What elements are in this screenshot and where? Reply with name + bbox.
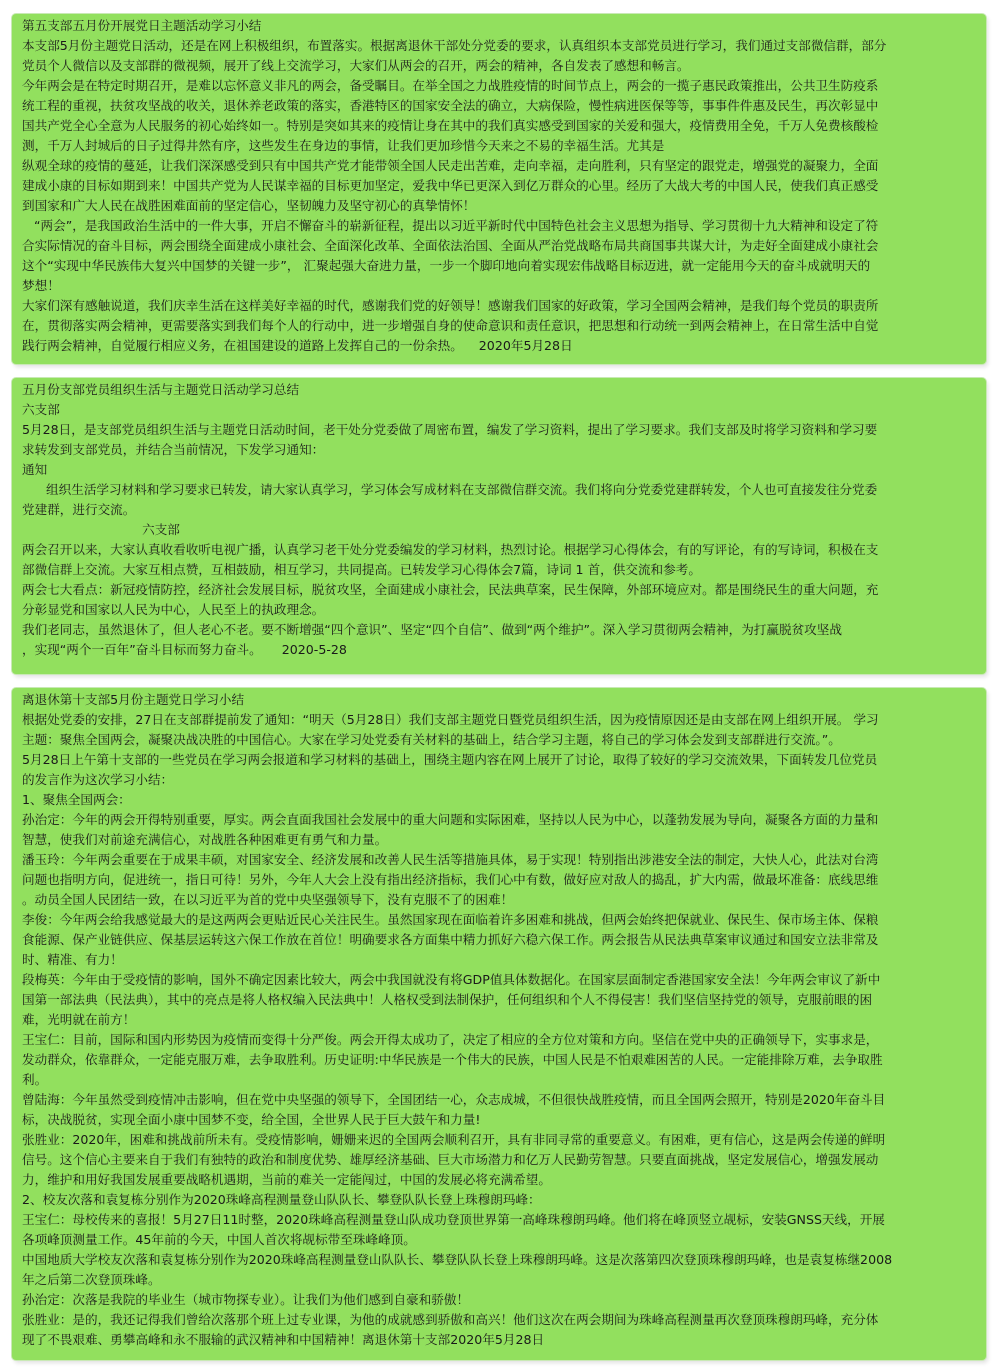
post-text-line: 发动群众，依靠群众，一定能克服万难，去争取胜利。历史证明:中华民族是一个伟大的民族，中国人民是不怕艰难困苦的人民。一定能排除万难，去争取胜 <box>22 1052 883 1067</box>
post-text-line: 张胜业：2020年，困难和挑战前所未有。受疫情影响，姗姗来迟的全国两会顺利召开，具有非同寻常的重要意义。有困难，更有信心，这是两会传递的鲜明 <box>22 1132 886 1147</box>
post-text-line: 时、精准、有力！ <box>22 952 123 967</box>
post-text-line: 王宝仁：母校传来的喜报！5月27日11时整，2020珠峰高程测量登山队成功登顶世界第一高峰珠穆朗玛峰。他们将在峰顶竖立觇标，安装GNSS天线，开展 <box>22 1212 885 1227</box>
post-text-line: 这个“实现中华民族伟大复兴中国梦的关键一步”， 汇聚起强大奋进力量，一步一个脚印地向着实现宏伟战略目标迈进，就一定能用今天的奋斗成就明天的 <box>22 258 871 273</box>
post-text-line: 两会召开以来，大家认真收看收听电视广播，认真学习老干处分党委编发的学习材料，热烈讨论。根据学习心得体会，有的写评论，有的写诗词，积极在支 <box>22 542 879 557</box>
post-text-line: 根据处党委的安排，27日在支部群提前发了通知：“明天（5月28日）我们支部主题党日暨党员组织生活，因为疫情原因还是由支部在网上组织开展。 学习 <box>22 712 879 727</box>
post-text-line: 。动员全国人民团结一致，在以习近平为首的党中央坚强领导下，没有克服不了的困难！ <box>22 892 514 907</box>
post-text-line: 测，千万人封城后的日子过得井然有序，这些发生在身边的事情，让我们更加珍惜今天来之不易的幸福生活。尤其是 <box>22 138 665 153</box>
post-title: 第五支部五月份开展党日主题活动学习小结 <box>22 18 262 33</box>
post-text-line: 到国家和广大人民在战胜困难面前的坚定信心，坚韧魄力及坚守初心的真挚情怀！ <box>22 198 476 213</box>
post-text-line: 纵观全球的疫情的蔓延，让我们深深感受到只有中国共产党才能带领全国人民走出苦难，走向幸福，走向胜利，只有坚定的跟党走，增强党的凝聚力，全面 <box>22 158 879 173</box>
post-text-line: 国共产党全心全意为人民服务的初心始终如一。特别是突如其来的疫情让身在其中的我们真实感受到国家的关爱和强大，疫情费用全免，千万人免费核酸检 <box>22 118 879 133</box>
post-text-line: 求转发到支部党员，并结合当前情况，下发学习通知： <box>22 442 325 457</box>
post-text-line: 分彰显党和国家以人民为中心，人民至上的执政理念。 <box>22 602 325 617</box>
post-text-line: 智慧，使我们对前途充满信心，对战胜各种困难更有勇气和力量。 <box>22 832 388 847</box>
post-text-line: 中国地质大学校友次落和袁复栋分别作为2020珠峰高程测量登山队队长、攀登队队长登上珠穆朗玛峰。这是次落第四次登顶珠穆朗玛峰，也是袁复栋继2008 <box>22 1252 893 1267</box>
post-title: 五月份支部党员组织生活与主题党日活动学习总结 <box>22 382 300 397</box>
post-text-line: 国第一部法典（民法典），其中的亮点是将人格权编入民法典中！人格权受到法制保护，任何组织和个人不得侵害！我们坚信坚持党的领导，克服前眼的困 <box>22 992 873 1007</box>
post-text-line: 张胜业：是的，我还记得我们曾给次落那个班上过专业课，为他的成就感到骄傲和高兴！他们这次在两会期间为珠峰高程测量再次登顶珠穆朗玛峰，充分体 <box>22 1312 879 1327</box>
post-text-line: 大家们深有感触说道，我们庆幸生活在这样美好幸福的时代，感谢我们党的好领导！感谢我们国家的好政策，学习全国两会精神，是我们每个党员的职责所 <box>22 298 879 313</box>
post-text-line: 5月28日，是支部党员组织生活与主题党日活动时间，老干处分党委做了周密布置，编发了学习资料，提出了学习要求。我们支部及时将学习资料和学习要 <box>22 422 878 437</box>
post-text-line: 践行两会精神，自觉履行相应义务，在祖国建设的道路上发挥自己的一份余热。 2020年5月28日 <box>22 338 573 353</box>
post-text-line: 部微信群上交流。大家互相点赞，互相鼓励，相互学习，共同提高。已转发学习心得体会7篇，诗词 1 首，供交流和参考。 <box>22 562 701 577</box>
post-text-line: 本支部5月份主题党日活动，还是在网上积极组织，布置落实。根据离退休干部处分党委的要求，认真组织本支部党员进行学习，我们通过支部微信群，部分 <box>22 38 887 53</box>
post-text-line: 孙治定：次落是我院的毕业生（城市物探专业）。让我们为他们感到自豪和骄傲！ <box>22 1292 470 1307</box>
post-text-line: “两会”，是我国政治生活中的一件大事，开启不懈奋斗的崭新征程，提出以习近平新时代中国特色社会主义思想为指导、学习贯彻十九大精神和设定了符 <box>22 218 879 233</box>
post-text-line: 段梅英：今年由于受疫情的影响，国外不确定因素比较大，两会中我国就没有将GDP值具体数据化。在国家层面制定香港国家安全法！今年两会审议了新中 <box>22 972 881 987</box>
post-text-line: 标，决战脱贫，实现全面小康中国梦不变，给全国，全世界人民于巨大鼓午和力量! <box>22 1112 481 1127</box>
post-text-line: 曾陆海：今年虽然受到疫情冲击影响，但在党中央坚强的领导下，全国团结一心，众志成城，不但很快战胜疫情，而且全国两会照开，特别是2020年奋斗目 <box>22 1092 886 1107</box>
post-text-line: 难，光明就在前方！ <box>22 1012 136 1027</box>
post-text-line: 食能源、保产业链供应、保基层运转这六保工作放在首位！明确要求各方面集中精力抓好六稳六保工作。两会报告从民法典草案审议通过和国安立法非常及 <box>22 932 879 947</box>
post-text-line: 我们老同志，虽然退休了，但人老心不老。要不断增强“四个意识”、坚定“四个自信”、做到“两个维护”。深入学习贯彻两会精神，为打赢脱贫攻坚战 <box>22 622 842 637</box>
post-text-line: 合实际情况的奋斗目标，两会围绕全面建成小康社会、全面深化改革、全面依法治国、全面从严治党战略布局共商国事共谋大计，为走好全面建成小康社会 <box>22 238 879 253</box>
post-card-branch-10 <box>12 688 986 1360</box>
post-text-line: 六支部 <box>22 522 180 537</box>
post-text-line: 统工程的重视，扶贫攻坚战的收关，退休养老政策的落实，香港特区的国家安全法的确立，大病保险，慢性病进医保等等，事事件件惠及民生，再次彰显中 <box>22 98 879 113</box>
post-text-line: 信号。这个信心主要来自于我们有独特的政治和制度优势、雄厚经济基础、巨大市场潜力和亿万人民勤劳智慧。只要直面挑战，坚定发展信心，增强发展动 <box>22 1152 879 1167</box>
post-text-line: 通知 <box>22 462 48 477</box>
post-text-line: 问题也指明方向，促进统一，指日可待！另外，今年人大会上没有指出经济指标，我们心中有数，做好应对敌人的捣乱，扩大内需，做最坏准备：底线思维 <box>22 872 879 887</box>
post-text-line: 党员个人微信以及支部群的微视频，展开了线上交流学习，大家们从两会的召开，两会的精神，各自发表了感想和畅言。 <box>22 58 690 73</box>
post-text-line: 5月28日上午第十支部的一些党员在学习两会报道和学习材料的基础上，围绕主题内容在网上展开了讨论，取得了较好的学习交流效果，下面转发几位党员 <box>22 752 878 767</box>
post-text-line: ，实现“两个一百年”奋斗目标而努力奋斗。 2020-5-28 <box>22 642 347 657</box>
post-text-line: 王宝仁：目前，国际和国内形势因为疫情而变得十分严俊。两会开得太成功了，决定了相应的全方位对策和方向。坚信在党中央的正确领导下，实事求是， <box>22 1032 879 1047</box>
post-text-line: 年之后第二次登顶珠峰。 <box>22 1272 161 1287</box>
post-text-line: 李俊：今年两会给我感觉最大的是这两两会更贴近民心关注民生。虽然国家现在面临着许多困难和挑战，但两会始终把保就业、保民生、保市场主体、保粮 <box>22 912 879 927</box>
post-text-line: 建成小康的目标如期到来！中国共产党为人民谋幸福的目标更加坚定，爱我中华已更深入到亿万群众的心里。经历了大战大考的中国人民，使我们真正感受 <box>22 178 879 193</box>
post-text-line: 在，贯彻落实两会精神，更需要落实到我们每个人的行动中，进一步增强自身的使命意识和责任意识，把思想和行动统一到两会精神上，在日常生活中自觉 <box>22 318 879 333</box>
post-text-line: 的发言作为这次学习小结： <box>22 772 174 787</box>
post-text-line: 党建群，进行交流。 <box>22 502 136 517</box>
post-text-line: 两会七大看点：新冠疫情防控，经济社会发展目标，脱贫攻坚，全面建成小康社会，民法典草案，民生保障，外部环境应对。都是围绕民生的重大问题，充 <box>22 582 879 597</box>
post-text-line: 1、聚焦全国两会： <box>22 792 131 807</box>
post-text-line: 今年两会是在特定时期召开，是难以忘怀意义非凡的两会，备受瞩目。在举全国之力战胜疫情的时间节点上，两会的一揽子惠民政策推出，公共卫生防疫系 <box>22 78 879 93</box>
post-text-line: 现了不畏艰难、勇攀高峰和永不服输的武汉精神和中国精神！离退休第十支部2020年5月28日 <box>22 1332 545 1347</box>
post-text-line: 2、校友次落和袁复栋分别作为2020珠峰高程测量登山队队长、攀登队队长登上珠穆朗玛峰： <box>22 1192 541 1207</box>
post-text-line: 各项峰顶测量工作。45年前的今天，中国人首次将觇标带至珠峰峰顶。 <box>22 1232 416 1247</box>
post-text-line: 组织生活学习材料和学习要求已转发，请大家认真学习，学习体会写成材料在支部微信群交流。我们将向分党委党建群转发，个人也可直接发往分党委 <box>22 482 878 497</box>
post-text-line: 主题：聚焦全国两会，凝聚决战决胜的中国信心。大家在学习处党委有关材料的基础上，结合学习主题，将自己的学习体会发到支部群进行交流。”。 <box>22 732 841 747</box>
post-text-line: 孙治定：今年的两会开得特别重要，厚实。两会直面我国社会发展中的重大问题和实际困难，坚持以人民为中心，以蓬勃发展为导向，凝聚各方面的力量和 <box>22 812 879 827</box>
post-text-line: 梦想！ <box>22 278 60 293</box>
post-text-line: 潘玉玲：今年两会重要在于成果丰硕，对国家安全、经济发展和改善人民生活等措施具体，易于实现！特别指出涉港安全法的制定，大快人心，此法对台湾 <box>22 852 879 867</box>
post-text-line: 六支部 <box>22 402 60 417</box>
post-card-branch-6 <box>12 378 986 674</box>
post-text-line: 利。 <box>22 1072 48 1087</box>
post-card-branch-5 <box>12 14 986 364</box>
post-text-line: 力，维护和用好我国发展重要战略机遇期，当前的难关一定能闯过，中国的发展必将充满希望。 <box>22 1172 551 1187</box>
post-title: 离退休第十支部5月份主题党日学习小结 <box>22 692 245 707</box>
